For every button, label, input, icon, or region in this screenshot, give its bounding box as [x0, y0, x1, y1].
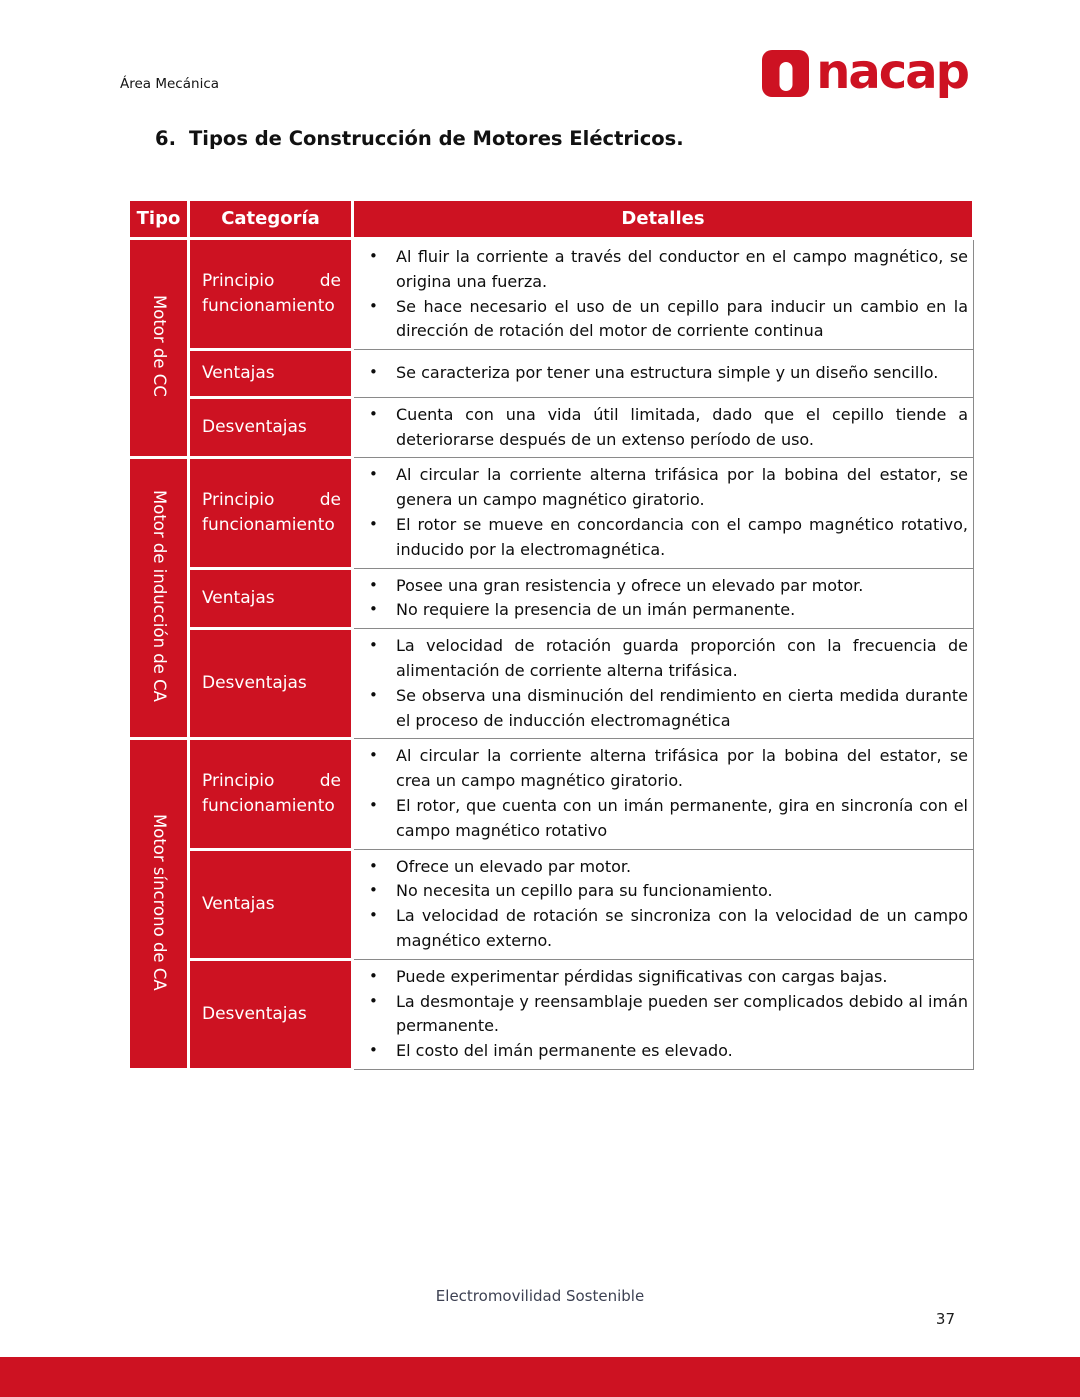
col-header-categoria: Categoría	[189, 200, 353, 239]
detalles-list	[354, 245, 970, 344]
inacap-logo-text: nacap	[816, 44, 968, 100]
detalle-bullet: • Al fluir la corriente a través del conductor en el campo magnético, se origina una fuerza.	[354, 245, 970, 295]
categoria-cell: Ventajas	[189, 350, 353, 398]
table-row	[129, 350, 974, 398]
section-title-number: 6.	[155, 127, 176, 150]
detalle-bullet: • Al circular la corriente alterna trifásica por la bobina del estator, se crea un campo magnético giratorio.	[354, 744, 970, 794]
motor-type-label: Motor síncrono de CA	[149, 813, 169, 991]
table-row	[129, 458, 974, 568]
detalles-list	[354, 403, 970, 453]
categoria-cell: Principio de funcionamiento	[189, 239, 353, 350]
detalles-cell	[353, 849, 974, 959]
categoria-cell: Ventajas	[189, 849, 353, 959]
motor-types-table	[127, 198, 975, 1071]
table-row	[129, 959, 974, 1069]
table-body	[129, 239, 974, 1070]
table-row	[129, 397, 974, 458]
inacap-logo-bar-icon	[779, 62, 792, 91]
detalles-cell	[353, 458, 974, 568]
detalles-list	[354, 463, 970, 562]
detalle-bullet: • La velocidad de rotación guarda proporción con la frecuencia de alimentación de corriente alterna trifásica.	[354, 634, 970, 684]
section-title	[155, 127, 684, 150]
detalles-cell	[353, 239, 974, 350]
col-header-tipo: Tipo	[129, 200, 189, 239]
table-row	[129, 568, 974, 629]
table-header-row	[129, 200, 974, 239]
table-row	[129, 849, 974, 959]
inacap-logo-mark-icon	[762, 50, 809, 97]
detalles-cell	[353, 397, 974, 458]
detalle-bullet: • Se observa una disminución del rendimiento en cierta medida durante el proceso de inducción electromagnética	[354, 684, 970, 734]
motor-type-cell	[129, 739, 189, 1070]
detalle-bullet: • Puede experimentar pérdidas significativas con cargas bajas.	[354, 965, 970, 990]
footer-title: Electromovilidad Sostenible	[435, 1287, 645, 1305]
detalles-list	[354, 574, 970, 624]
detalle-bullet: • No necesita un cepillo para su funcionamiento.	[354, 879, 970, 904]
detalle-bullet: • Se hace necesario el uso de un cepillo para inducir un cambio en la dirección de rotación del motor de corriente continua	[354, 295, 970, 345]
motor-type-label: Motor de CC	[149, 295, 169, 398]
section-title-text: Tipos de Construcción de Motores Eléctricos.	[188, 127, 684, 150]
page-number: 37	[935, 1310, 955, 1328]
detalles-cell	[353, 629, 974, 739]
categoria-cell: Ventajas	[189, 568, 353, 629]
detalle-bullet: • El rotor, que cuenta con un imán permanente, gira en sincronía con el campo magnético rotativo	[354, 794, 970, 844]
table-row	[129, 739, 974, 849]
table-row	[129, 629, 974, 739]
detalle-bullet: • El rotor se mueve en concordancia con el campo magnético rotativo, inducido por la electromagnética.	[354, 513, 970, 563]
categoria-cell: Desventajas	[189, 959, 353, 1069]
detalles-cell	[353, 959, 974, 1069]
detalles-cell	[353, 568, 974, 629]
detalle-bullet: • Posee una gran resistencia y ofrece un elevado par motor.	[354, 574, 970, 599]
col-header-detalles: Detalles	[353, 200, 974, 239]
detalles-list	[354, 744, 970, 843]
motor-type-label: Motor de inducción de CA	[149, 490, 169, 703]
detalles-list	[354, 855, 970, 954]
detalle-bullet: • El costo del imán permanente es elevado.	[354, 1039, 970, 1064]
categoria-cell: Principio de funcionamiento	[189, 458, 353, 568]
detalles-cell	[353, 350, 974, 398]
detalle-bullet: • Al circular la corriente alterna trifásica por la bobina del estator, se genera un campo magnético giratorio.	[354, 463, 970, 513]
page-header	[120, 44, 968, 100]
motor-type-cell	[129, 458, 189, 739]
detalles-cell	[353, 739, 974, 849]
detalle-bullet: • La velocidad de rotación se sincroniza con la velocidad de un campo magnético externo.	[354, 904, 970, 954]
inacap-logo	[762, 44, 968, 100]
categoria-cell: Desventajas	[189, 397, 353, 458]
detalles-list	[354, 965, 970, 1064]
detalle-bullet: • Se caracteriza por tener una estructura simple y un diseño sencillo.	[354, 361, 970, 386]
categoria-cell: Principio de funcionamiento	[189, 739, 353, 849]
detalle-bullet: • La desmontaje y reensamblaje pueden ser complicados debido al imán permanente.	[354, 990, 970, 1040]
motor-type-cell	[129, 239, 189, 458]
detalles-list	[354, 361, 970, 386]
bottom-red-bar	[0, 1357, 1080, 1397]
detalles-list	[354, 634, 970, 733]
categoria-cell: Desventajas	[189, 629, 353, 739]
detalle-bullet: • Cuenta con una vida útil limitada, dado que el cepillo tiende a deteriorarse después de un extenso período de uso.	[354, 403, 970, 453]
detalle-bullet: • No requiere la presencia de un imán permanente.	[354, 598, 970, 623]
detalle-bullet: • Ofrece un elevado par motor.	[354, 855, 970, 880]
table-row	[129, 239, 974, 350]
header-area-label: Área Mecánica	[120, 76, 220, 92]
